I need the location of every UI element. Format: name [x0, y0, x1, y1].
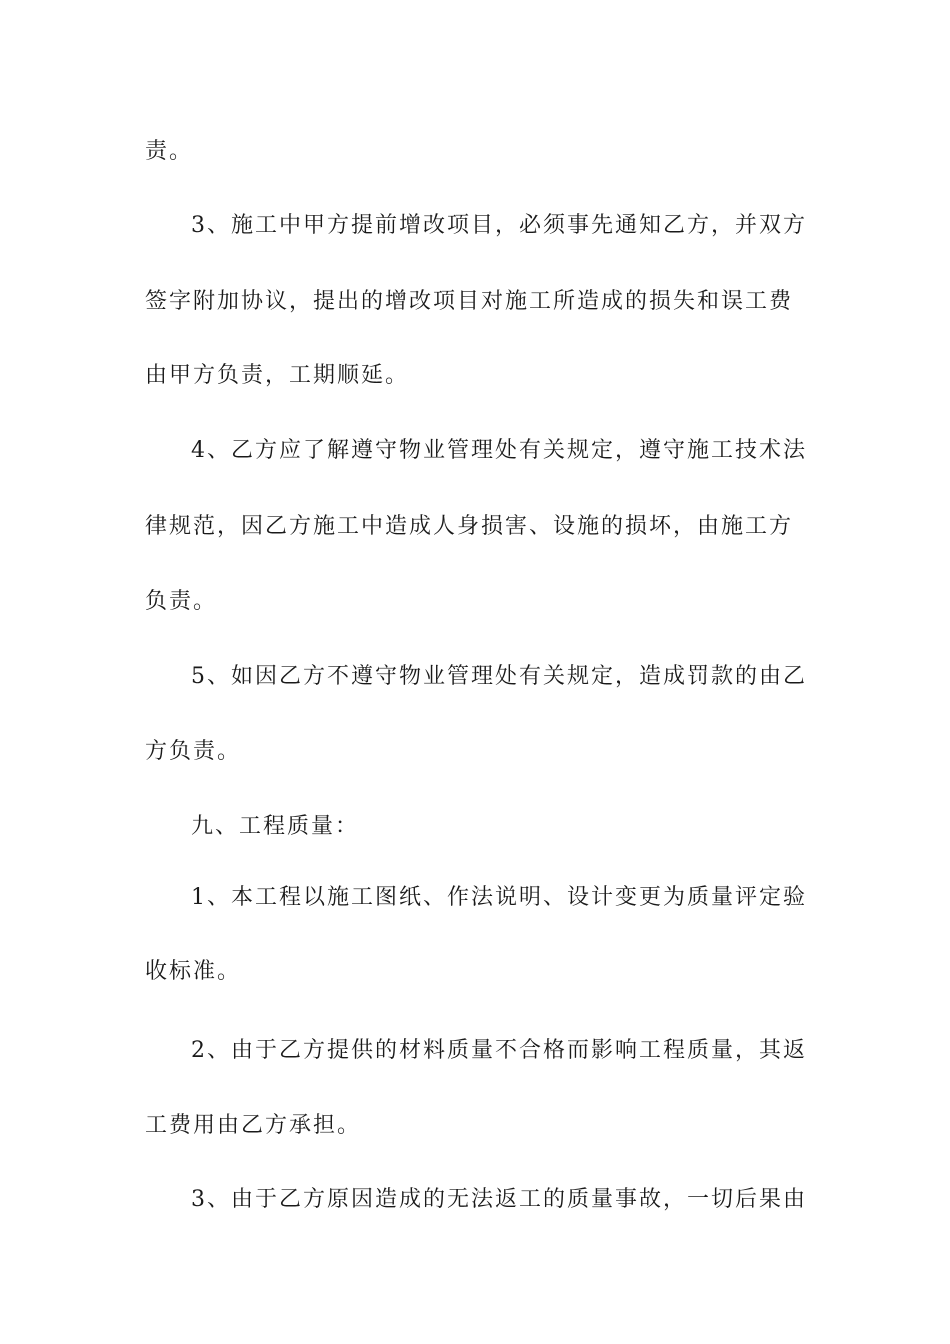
text-line — [0, 1031, 950, 1071]
line-text: 收标准。 — [145, 959, 242, 984]
line-text: 3、由于乙方原因造成的无法返工的质量事故，一切后果由 — [191, 1187, 807, 1212]
line-text: 律规范，因乙方施工中造成人身损害、设施的损坏，由施工方 — [145, 514, 794, 539]
text-line — [0, 952, 950, 992]
line-text: 3、施工中甲方提前增改项目，必须事先通知乙方，并双方 — [191, 213, 807, 238]
text-line — [0, 582, 950, 622]
text-line — [0, 878, 950, 918]
line-text: 工费用由乙方承担。 — [145, 1113, 362, 1138]
line-text: 负责。 — [145, 589, 218, 614]
text-line — [0, 132, 950, 172]
text-line — [0, 507, 950, 547]
line-text: 签字附加协议，提出的增改项目对施工所造成的损失和误工费 — [145, 289, 794, 314]
text-line — [0, 282, 950, 322]
text-line — [0, 732, 950, 772]
text-line — [0, 1180, 950, 1220]
text-line — [0, 206, 950, 246]
text-line — [0, 431, 950, 471]
text-line — [0, 356, 950, 396]
line-text: 方负责。 — [145, 739, 242, 764]
line-text: 4、乙方应了解遵守物业管理处有关规定，遵守施工技术法 — [191, 438, 807, 463]
line-text: 责。 — [145, 139, 194, 164]
line-text: 九、工程质量： — [191, 814, 360, 839]
section-heading — [0, 807, 950, 847]
line-text: 2、由于乙方提供的材料质量不合格而影响工程质量，其返 — [191, 1038, 807, 1063]
line-text: 5、如因乙方不遵守物业管理处有关规定，造成罚款的由乙 — [191, 664, 807, 689]
line-text: 由甲方负责，工期顺延。 — [145, 363, 410, 388]
text-line — [0, 1106, 950, 1146]
text-line — [0, 657, 950, 697]
line-text: 1、本工程以施工图纸、作法说明、设计变更为质量评定验 — [191, 885, 807, 910]
